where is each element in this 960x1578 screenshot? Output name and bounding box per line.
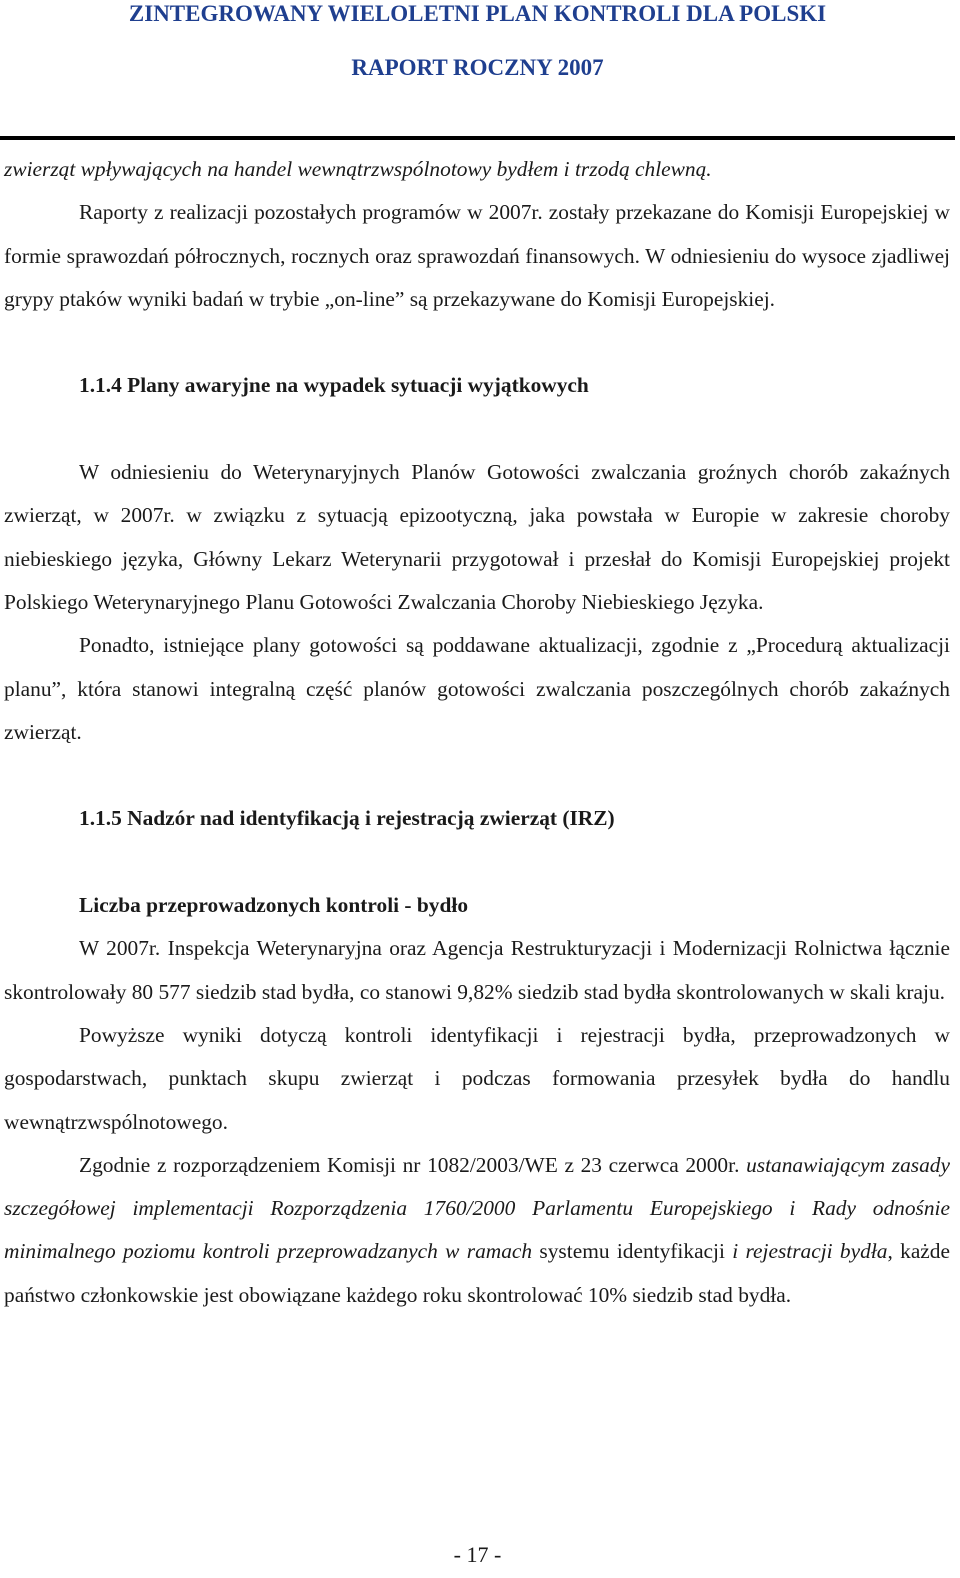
paragraph-preparedness: W odniesieniu do Weterynaryjnych Planów Gotowości zwalczania groźnych chorób zakaźnych zwierząt, w 2007r. w związku z sytuacją epizootyczną, jaka powstała w Europie w zakresie choroby niebieskiego języka, Główny Lekarz Weterynarii przygotował i przesłał do Komisji Europejskiej projekt Polskiego Weterynaryjnego Planu Gotowości Zwalczania Choroby Niebieskiego Języka. — [4, 460, 950, 614]
paragraph-continuation: zwierząt wpływających na handel wewnątrzwspólnotowy bydłem i trzodą chlewną. — [4, 157, 712, 181]
page-number: - 17 - — [453, 1542, 502, 1567]
header-rule — [0, 136, 955, 140]
subheading-controls-cattle: Liczba przeprowadzonych kontroli - bydło — [79, 893, 469, 918]
section-heading-1-1-5: 1.1.5 Nadzór nad identyfikacją i rejestracją zwierząt (IRZ) — [79, 806, 615, 831]
paragraph-regulation: Zgodnie z rozporządzeniem Komisji nr 1082/2003/WE z 23 czerwca 2000r. ustanawiającym zasady szczegółowej implementacji Rozporządzenia 1760/2000 Parlamentu Europejskiego i Rady odnośnie minimalnego poziomu kontroli przeprowadzanych w ramach systemu identyfikacji i rejestracji bydła, każde państwo członkowskie jest obowiązane każdego roku skontrolować 10% siedzib stad bydła. — [4, 1152, 950, 1307]
section-heading-1-1-4: 1.1.4 Plany awaryjne na wypadek sytuacji wyjątkowych — [79, 373, 589, 398]
document-subtitle: RAPORT ROCZNY 2007 — [351, 55, 604, 80]
paragraph-results: Powyższe wyniki dotyczą kontroli identyfikacji i rejestracji bydła, przeprowadzonych w gospodarstwach, punktach skupu zwierząt i podczas formowania przesyłek bydła do handlu wewnątrzwspólnotowego. — [4, 1022, 950, 1134]
document-body — [4, 148, 950, 1317]
paragraph-reports: Raporty z realizacji pozostałych programów w 2007r. zostały przekazane do Komisji Europejskiej w formie sprawozdań półrocznych, rocznych oraz sprawozdań finansowych. W odniesieniu do wysoce zjadliwej grypy ptaków wyniki badań w trybie „on-line” są przekazywane do Komisji Europejskiej. — [4, 200, 950, 311]
paragraph-updates: Ponadto, istniejące plany gotowości są poddawane aktualizacji, zgodnie z „Procedurą aktualizacji planu”, która stanowi integralną część planów gotowości zwalczania poszczególnych chorób zakaźnych zwierząt. — [4, 633, 950, 744]
document-title: ZINTEGROWANY WIELOLETNI PLAN KONTROLI DLA POLSKI — [128, 1, 827, 26]
paragraph-inspections: W 2007r. Inspekcja Weterynaryjna oraz Agencja Restrukturyzacji i Modernizacji Rolnictwa łącznie skontrolowały 80 577 siedzib stad bydła, co stanowi 9,82% siedzib stad bydła skontrolowanych w skali kraju. — [4, 936, 950, 1004]
